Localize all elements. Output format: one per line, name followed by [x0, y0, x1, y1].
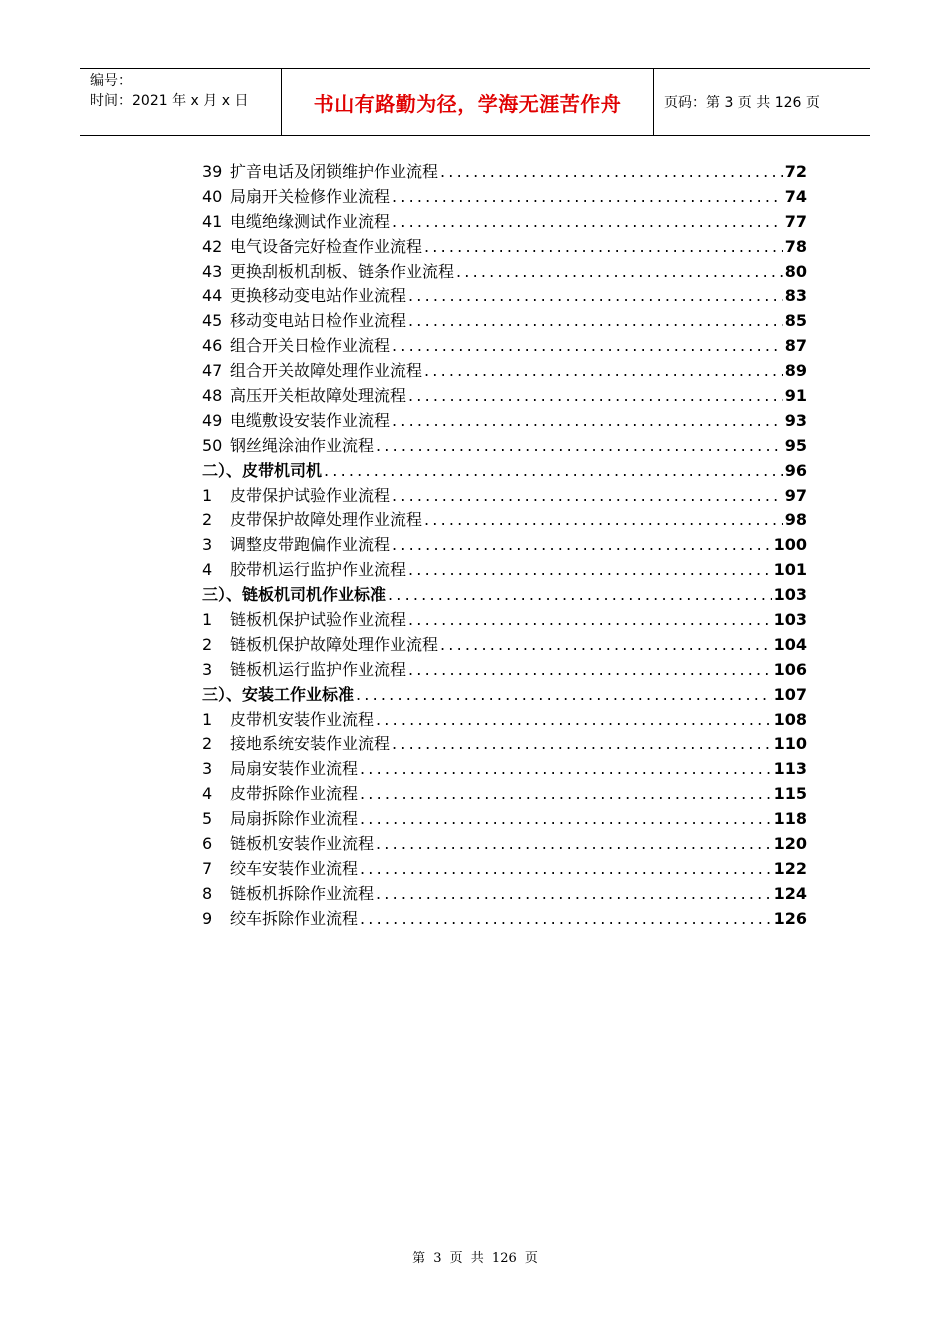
- toc-entry-title: 链板机拆除作业流程: [230, 883, 375, 903]
- toc-entry-number: 43: [202, 261, 223, 281]
- toc-page-number: 80: [784, 261, 807, 281]
- toc-page-number: 83: [784, 286, 807, 306]
- toc-page-number: 78: [784, 236, 807, 256]
- toc-page-number: 97: [784, 485, 807, 505]
- table-of-contents: [202, 160, 807, 932]
- toc-dot-leader: [406, 309, 783, 334]
- toc-page-number: 124: [773, 883, 807, 903]
- toc-entry: [202, 260, 807, 285]
- toc-entry: [202, 882, 807, 907]
- toc-entry: [202, 409, 807, 434]
- toc-dot-leader: [358, 907, 772, 932]
- toc-page-number: 87: [784, 336, 807, 356]
- toc-entry-title: 电缆绝缘测试作业流程: [230, 211, 391, 231]
- toc-section-heading: [202, 683, 807, 708]
- toc-entry: [202, 558, 807, 583]
- toc-entry-title: 电缆敷设安装作业流程: [230, 410, 391, 430]
- toc-page-number: 72: [784, 162, 807, 181]
- toc-entry: [202, 907, 807, 932]
- toc-page-number: 85: [784, 311, 807, 331]
- toc-dot-leader: [374, 434, 783, 459]
- toc-page-number: 101: [773, 560, 807, 580]
- toc-entry: [202, 757, 807, 782]
- toc-dot-leader: [390, 409, 783, 434]
- toc-entry: [202, 608, 807, 633]
- toc-page-number: 103: [773, 610, 807, 630]
- toc-entry-number: 50: [202, 435, 223, 455]
- toc-entry-title: 胶带机运行监护作业流程: [230, 560, 407, 580]
- toc-section-title: 三）、链板机司机作业标准: [202, 585, 387, 605]
- toc-page-number: 115: [773, 784, 807, 804]
- toc-entry-title: 皮带拆除作业流程: [230, 784, 359, 804]
- toc-dot-leader: [358, 757, 772, 782]
- toc-entry-number: 2: [202, 510, 213, 530]
- toc-entry-title: 组合开关日检作业流程: [230, 336, 391, 356]
- toc-page-number: 89: [784, 361, 807, 381]
- page-footer: 第 3 页 共 126 页: [412, 1251, 538, 1266]
- toc-entry-number: 4: [202, 784, 213, 804]
- toc-dot-leader: [438, 160, 783, 185]
- toc-entry-title: 皮带保护故障处理作业流程: [230, 510, 423, 530]
- toc-dot-leader: [390, 533, 772, 558]
- toc-entry: [202, 434, 807, 459]
- toc-page-number: 95: [784, 435, 807, 455]
- toc-entry-number: 42: [202, 236, 223, 256]
- toc-entry-number: 1: [202, 610, 213, 630]
- toc-entry-title: 链板机保护故障处理作业流程: [230, 634, 439, 654]
- toc-entry: [202, 334, 807, 359]
- toc-entry: [202, 185, 807, 210]
- toc-dot-leader: [406, 658, 772, 683]
- toc-entry: [202, 284, 807, 309]
- toc-entry: [202, 633, 807, 658]
- toc-entry: [202, 533, 807, 558]
- toc-entry: [202, 210, 807, 235]
- toc-page-number: 98: [784, 510, 807, 530]
- toc-dot-leader: [358, 782, 772, 807]
- toc-entry-number: 45: [202, 311, 223, 331]
- toc-page-number: 108: [773, 709, 807, 729]
- toc-entry-title: 绞车安装作业流程: [230, 858, 359, 878]
- toc-dot-leader: [390, 334, 783, 359]
- toc-dot-leader: [374, 832, 772, 857]
- document-date: 时间：2021 年 x 月 x 日: [90, 93, 249, 109]
- toc-entry-number: 3: [202, 659, 213, 679]
- toc-dot-leader: [386, 583, 772, 608]
- toc-entry-number: 3: [202, 535, 213, 555]
- toc-entry: [202, 309, 807, 334]
- header-motto: 书山有路勤为径，学海无涯苦作舟: [282, 69, 654, 135]
- toc-entry-number: 49: [202, 410, 223, 430]
- toc-entry-number: 44: [202, 286, 223, 306]
- toc-entry-number: 7: [202, 858, 213, 878]
- toc-page-number: 104: [773, 634, 807, 654]
- toc-page-number: 77: [784, 211, 807, 231]
- toc-entry-title: 皮带保护试验作业流程: [230, 485, 391, 505]
- toc-entry-number: 4: [202, 560, 213, 580]
- toc-entry-title: 调整皮带跑偏作业流程: [230, 535, 391, 555]
- toc-entry-number: 1: [202, 709, 213, 729]
- toc-entry-title: 接地系统安装作业流程: [230, 734, 391, 754]
- toc-entry-title: 移动变电站日检作业流程: [230, 311, 407, 331]
- toc-entry-title: 更换移动变电站作业流程: [230, 286, 407, 306]
- toc-entry-title: 局扇安装作业流程: [230, 759, 359, 779]
- toc-page-number: 91: [784, 386, 807, 406]
- toc-page-number: 74: [784, 186, 807, 206]
- toc-entry: [202, 235, 807, 260]
- toc-entry: [202, 782, 807, 807]
- toc-entry-title: 电气设备完好检查作业流程: [230, 236, 423, 256]
- toc-dot-leader: [422, 235, 783, 260]
- toc-entry: [202, 484, 807, 509]
- toc-dot-leader: [406, 384, 783, 409]
- toc-entry-title: 皮带机安装作业流程: [230, 709, 375, 729]
- toc-section-heading: [202, 459, 807, 484]
- toc-page-number: 93: [784, 410, 807, 430]
- toc-dot-leader: [358, 857, 772, 882]
- toc-entry-title: 钢丝绳涂油作业流程: [230, 435, 375, 455]
- toc-entry-number: 41: [202, 211, 223, 231]
- toc-page-number: 126: [773, 908, 807, 928]
- toc-dot-leader: [390, 210, 783, 235]
- toc-dot-leader: [358, 807, 772, 832]
- toc-entry: [202, 359, 807, 384]
- toc-dot-leader: [438, 633, 772, 658]
- toc-dot-leader: [354, 683, 772, 708]
- toc-page-number: 122: [773, 858, 807, 878]
- toc-dot-leader: [390, 484, 783, 509]
- toc-entry-number: 8: [202, 883, 213, 903]
- toc-entry-title: 扩音电话及闭锁维护作业流程: [230, 162, 439, 181]
- toc-entry-title: 链板机安装作业流程: [230, 834, 375, 854]
- header-meta: [80, 69, 282, 135]
- toc-entry: [202, 832, 807, 857]
- toc-entry-number: 40: [202, 186, 223, 206]
- toc-section-heading: [202, 583, 807, 608]
- toc-dot-leader: [322, 459, 783, 484]
- toc-entry-title: 链板机保护试验作业流程: [230, 610, 407, 630]
- toc-entry: [202, 732, 807, 757]
- toc-dot-leader: [422, 508, 783, 533]
- toc-entry: [202, 708, 807, 733]
- toc-entry-number: 48: [202, 386, 223, 406]
- toc-entry-title: 更换刮板机刮板、链条作业流程: [230, 261, 455, 281]
- toc-dot-leader: [406, 284, 783, 309]
- toc-entry: [202, 508, 807, 533]
- toc-entry-title: 链板机运行监护作业流程: [230, 659, 407, 679]
- toc-entry-number: 1: [202, 485, 213, 505]
- toc-entry-number: 47: [202, 361, 223, 381]
- toc-entry-number: 39: [202, 162, 223, 181]
- toc-entry: [202, 807, 807, 832]
- toc-dot-leader: [406, 558, 772, 583]
- toc-entry: [202, 658, 807, 683]
- toc-page-number: 96: [784, 460, 807, 480]
- toc-dot-leader: [390, 185, 783, 210]
- document-header: [80, 68, 870, 136]
- toc-section-title: 二）、皮带机司机: [202, 460, 323, 480]
- toc-entry-number: 9: [202, 908, 213, 928]
- toc-entry-number: 46: [202, 336, 223, 356]
- toc-dot-leader: [422, 359, 783, 384]
- toc-page-number: 120: [773, 834, 807, 854]
- toc-dot-leader: [454, 260, 783, 285]
- toc-entry-title: 局扇开关检修作业流程: [230, 186, 391, 206]
- toc-entry: [202, 857, 807, 882]
- toc-entry-number: 3: [202, 759, 213, 779]
- toc-page-number: 110: [773, 734, 807, 754]
- toc-page-number: 113: [773, 759, 807, 779]
- toc-page-number: 103: [773, 585, 807, 605]
- toc-section-title: 三）、安装工作业标准: [202, 684, 355, 704]
- toc-entry-title: 局扇拆除作业流程: [230, 809, 359, 829]
- toc-page-number: 100: [773, 535, 807, 555]
- toc-entry-number: 6: [202, 834, 213, 854]
- toc-entry-number: 2: [202, 634, 213, 654]
- toc-page-number: 107: [773, 684, 807, 704]
- toc-dot-leader: [406, 608, 772, 633]
- toc-entry-number: 2: [202, 734, 213, 754]
- toc-entry-title: 绞车拆除作业流程: [230, 908, 359, 928]
- toc-dot-leader: [390, 732, 772, 757]
- header-page-label: 页码：第 3 页 共 126 页: [664, 95, 820, 111]
- toc-page-number: 118: [773, 809, 807, 829]
- toc-entry-title: 组合开关故障处理作业流程: [230, 361, 423, 381]
- toc-entry: [202, 160, 807, 185]
- toc-dot-leader: [374, 882, 772, 907]
- document-number-label: 编号：: [90, 73, 132, 89]
- toc-entry-title: 高压开关柜故障处理流程: [230, 386, 407, 406]
- toc-dot-leader: [374, 708, 772, 733]
- toc-page-number: 106: [773, 659, 807, 679]
- toc-entry: [202, 384, 807, 409]
- toc-entry-number: 5: [202, 809, 213, 829]
